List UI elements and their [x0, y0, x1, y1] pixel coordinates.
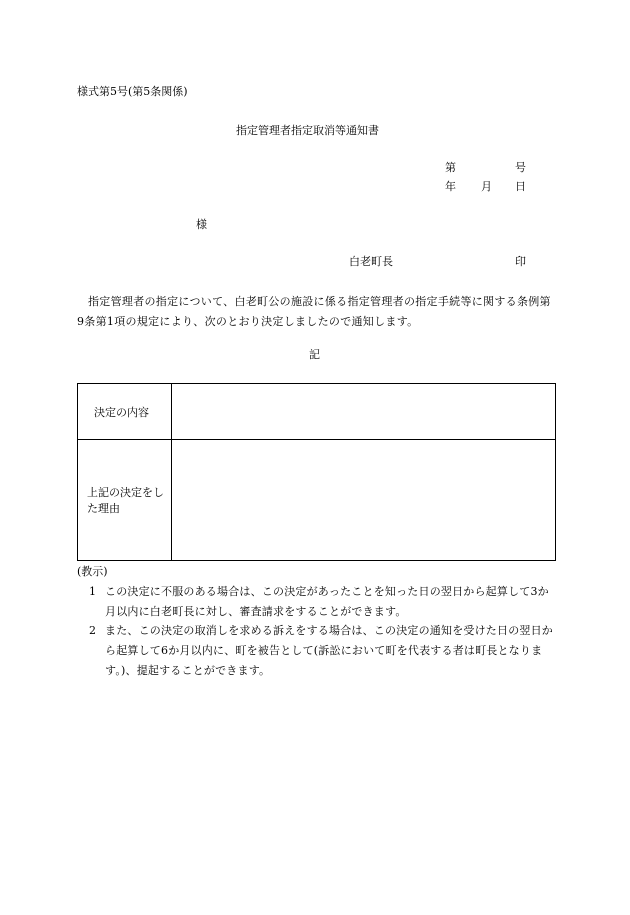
notice-item-text: この決定に不服のある場合は、この決定があったことを知った日の翌日から起算して3か月以内に白老町長に対し、審査請求をすることができます。 [105, 585, 549, 618]
notice-item-text: また、この決定の取消しを求める訴えをする場合は、この決定の通知を受けた日の翌日から起算して6か月以内に、町を被告として(訴訟において町を代表する者は町長となります。)、提起することができます。 [105, 624, 553, 677]
table-row-decision-content [78, 384, 555, 440]
number-suffix: 号 [515, 161, 526, 174]
form-label: 様式第5号(第5条関係) [77, 85, 188, 98]
seal-mark: 印 [515, 255, 526, 268]
body-paragraph: 指定管理者の指定について、白老町公の施設に係る指定管理者の指定手続等に関する条例第9条第1項の規定により、次のとおり決定しましたので通知します。 [77, 295, 551, 328]
column-divider [171, 384, 172, 439]
decision-content-label: 決定の内容 [94, 406, 149, 419]
decision-reason-label: 上記の決定をした理由 [87, 486, 164, 515]
sender-name: 白老町長 [349, 255, 393, 268]
notice-heading: (教示) [77, 565, 108, 578]
addressee-honorific: 様 [196, 218, 207, 231]
notice-item-number: 2 [89, 624, 96, 637]
column-divider [171, 440, 172, 560]
date-day: 日 [515, 180, 526, 193]
date-month: 月 [481, 180, 492, 193]
table-row-decision-reason [78, 440, 555, 560]
date-year: 年 [445, 180, 456, 193]
decision-table [77, 383, 556, 561]
document-title: 指定管理者指定取消等通知書 [236, 124, 379, 137]
number-prefix: 第 [445, 161, 456, 174]
notice-item-number: 1 [89, 585, 96, 598]
ki-heading: 記 [309, 348, 320, 361]
